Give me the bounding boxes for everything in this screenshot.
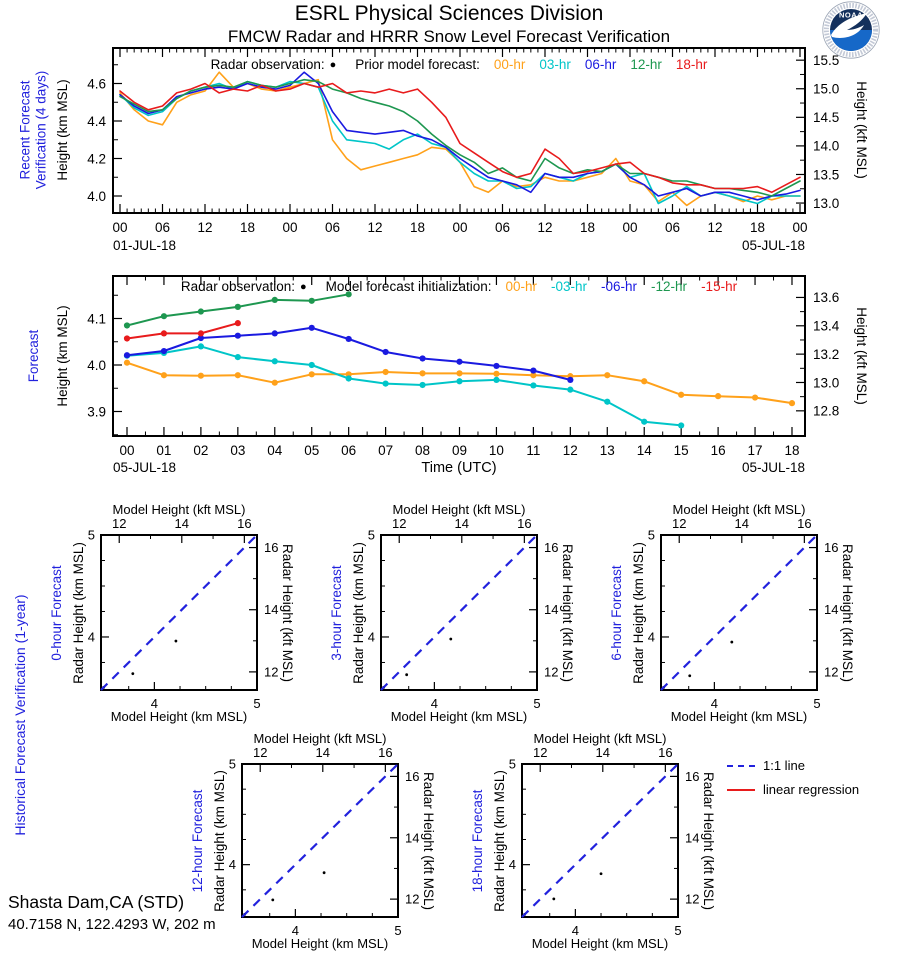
legend-item: ● (329, 58, 337, 71)
scatter-bottom-axis-title: Model Height (km MSL) (390, 709, 528, 724)
chart2-ytick-kft: 13.2 (813, 346, 840, 362)
chart2-marker--12-hr (272, 297, 278, 303)
chart1-xtick: 18 (409, 220, 426, 235)
scatter-xtick-kft: 16 (658, 745, 673, 760)
scatter-xtick-kft: 12 (252, 745, 268, 760)
scatter-ytick-kft: 12 (824, 664, 839, 680)
chart2-xtick: 00 (119, 443, 135, 458)
scatter-ytick-kft: 12 (405, 891, 420, 907)
chart1-xtick: 18 (749, 220, 766, 235)
chart1-ylabel-left: Height (km MSL) (55, 79, 71, 181)
scatter-ytick-km: 5 (647, 527, 655, 543)
chart2-marker-00-hr (198, 373, 204, 379)
chart2-marker--06-hr (124, 352, 130, 358)
station-coords: 40.7158 N, 122.4293 W, 202 m (8, 916, 216, 933)
chart2-marker--06-hr (309, 325, 315, 331)
scatter-ytick-kft: 14 (685, 830, 700, 846)
scatter-panel-label-4: 18-hour Forecast (470, 789, 486, 892)
legend-item: 03-hr (539, 57, 571, 72)
chart1-xtick: 12 (197, 220, 213, 235)
scatter-xtick-kft: 16 (237, 516, 252, 531)
chart2-marker--03-hr (419, 382, 425, 388)
chart2-xtick: 09 (451, 443, 468, 458)
chart2-marker--12-hr (198, 308, 204, 314)
scatter-xtick-kft: 14 (595, 745, 611, 760)
scatter-ytick-kft: 12 (544, 664, 559, 680)
chart1-ytick-km: 4.2 (87, 151, 106, 167)
chart2-xtick: 15 (673, 443, 689, 458)
scatter-xtick-km: 4 (710, 696, 718, 711)
chart2-marker--03-hr (198, 343, 204, 349)
chart1-xtick: 00 (282, 220, 298, 235)
chart2-ylabel-left: Height (km MSL) (55, 305, 71, 407)
chart1-ytick-kft: 13.0 (813, 195, 840, 211)
scatter-xtick-km: 4 (571, 923, 579, 938)
scatter-panel-1 (368, 516, 559, 711)
legend-item: -15-hr (701, 279, 738, 294)
scatter-xtick-kft: 16 (797, 516, 812, 531)
chart2-marker--03-hr (678, 422, 684, 428)
scatter-legend-row (727, 758, 859, 773)
chart2-marker-00-hr (272, 380, 278, 386)
scatter-left-axis-title: Radar Height (km MSL) (212, 769, 228, 912)
chart2-marker-00-hr (383, 369, 389, 375)
scatter-xtick-km: 5 (253, 696, 261, 711)
scatter-panel-label-3: 12-hour Forecast (190, 789, 206, 892)
chart2-frame (113, 276, 805, 436)
scatter-ytick-kft: 16 (544, 540, 559, 556)
scatter-ytick-kft: 16 (405, 768, 420, 784)
scatter-panel-label-2: 6-hour Forecast (609, 564, 625, 661)
scatter-point (131, 672, 134, 675)
chart1-xtick: 00 (792, 220, 808, 235)
legend-item: -12-hr (651, 279, 688, 294)
chart2-section-label: Forecast (26, 329, 42, 383)
noaa-logo-wordmark: NOAA (838, 10, 864, 20)
chart2-marker--06-hr (530, 367, 536, 373)
chart2-marker-00-hr (419, 370, 425, 376)
chart2-marker-00-hr (309, 371, 315, 377)
chart2-marker--03-hr (493, 377, 499, 383)
chart2-marker-00-hr (641, 378, 647, 384)
chart2-xlabel: Time (UTC) (421, 460, 497, 476)
scatter-ytick-km: 4 (87, 629, 95, 645)
scatter-point (175, 640, 178, 643)
scatter-bottom-axis-title: Model Height (km MSL) (670, 709, 808, 724)
scatter-legend (727, 758, 859, 806)
chart1-xtick: 12 (707, 220, 723, 235)
scatter-point (323, 871, 326, 874)
chart1-xtick: 00 (622, 220, 638, 235)
legend-item: Radar observation: (180, 279, 295, 294)
scatter-point (271, 898, 274, 901)
scatter-xtick-kft: 12 (671, 516, 687, 531)
legend-item: 00-hr (505, 279, 538, 294)
chart2-xtick: 13 (599, 443, 615, 458)
scatter-ytick-km: 4 (367, 629, 375, 645)
chart1-ytick-km: 4.4 (87, 113, 106, 129)
chart2-marker--06-hr (235, 333, 241, 339)
scatter-point (449, 638, 452, 641)
scatter-xtick-kft: 14 (174, 516, 190, 531)
regression-line-sample (727, 789, 755, 791)
chart2-ytick-km: 4.0 (87, 357, 106, 373)
scatter-legend-row (727, 782, 859, 797)
chart1-section-label (17, 71, 48, 190)
scatter-left-axis-title: Radar Height (km MSL) (71, 541, 87, 684)
chart1-section-label-line2: Verification (4 days) (33, 70, 48, 190)
chart2-ytick-km: 3.9 (87, 404, 106, 420)
chart2-marker--06-hr (456, 359, 462, 365)
one-to-one-line (522, 764, 678, 917)
chart2-xtick: 10 (488, 443, 504, 458)
scatter-ytick-kft: 14 (405, 830, 420, 846)
chart2-marker--15-hr (198, 330, 204, 336)
scatter-panel-2 (648, 516, 839, 711)
chart2-marker--03-hr (272, 358, 278, 364)
chart2-marker--12-hr (309, 298, 315, 304)
legend-item: -06-hr (601, 279, 638, 294)
scatter-ytick-kft: 14 (264, 602, 279, 618)
scatter-bottom-axis-title: Model Height (km MSL) (531, 936, 669, 951)
scatter-right-axis-title: Radar Height (kft MSL) (700, 771, 716, 910)
scatter-xtick-kft: 14 (315, 745, 331, 760)
scatter-point (405, 673, 408, 676)
scatter-xtick-km: 4 (150, 696, 158, 711)
scatter-ytick-km: 5 (87, 527, 95, 543)
legend-item: 12-hr (630, 57, 662, 72)
chart1-xtick: 00 (452, 220, 468, 235)
scatter-ytick-kft: 16 (824, 540, 839, 556)
chart1-xtick: 06 (664, 220, 681, 235)
chart2-xtick: 16 (710, 443, 726, 458)
chart2-marker--12-hr (124, 322, 130, 328)
scatter-ytick-km: 4 (508, 857, 516, 873)
chart2-marker--06-hr (383, 349, 389, 355)
chart2-marker-00-hr (604, 372, 610, 378)
scatter-left-axis-title: Radar Height (km MSL) (492, 769, 508, 912)
chart1 (87, 48, 839, 253)
chart2-marker-00-hr (161, 372, 167, 378)
chart2-date-left: 05-JUL-18 (113, 460, 177, 475)
chart2-marker-00-hr (752, 394, 758, 400)
scatter-xtick-km: 4 (291, 923, 299, 938)
chart1-xtick: 06 (494, 220, 511, 235)
scatter-xtick-km: 5 (394, 923, 402, 938)
chart1-xtick: 12 (537, 220, 553, 235)
chart2-xtick: 18 (784, 443, 800, 458)
chart1-ytick-kft: 15.5 (813, 52, 840, 68)
historical-section-label: Historical Forecast Verification (1-year) (11, 594, 28, 836)
scatter-panel-3 (229, 745, 420, 938)
chart1-date-right: 05-JUL-18 (741, 238, 805, 253)
scatter-xtick-kft: 14 (734, 516, 750, 531)
scatter-top-axis-title: Model Height (kft MSL) (112, 502, 246, 517)
scatter-legend-label: 1:1 line (763, 758, 805, 773)
legend-item: 06-hr (584, 57, 617, 72)
scatter-xtick-kft: 16 (378, 745, 393, 760)
scatter-ytick-kft: 14 (544, 602, 559, 618)
chart2-marker--06-hr (419, 355, 425, 361)
scatter-panel-0 (88, 516, 279, 711)
chart2-marker--03-hr (641, 419, 647, 425)
chart1-ytick-kft: 14.5 (813, 110, 840, 126)
chart2-xtick: 11 (526, 443, 541, 458)
scatter-ytick-kft: 14 (824, 602, 839, 618)
scatter-point (730, 641, 733, 644)
chart2-ytick-km: 4.1 (87, 311, 106, 327)
chart2-marker--12-hr (161, 313, 167, 319)
chart1-series-12-hr (120, 80, 800, 196)
chart2-marker--12-hr (235, 304, 241, 310)
scatter-xtick-km: 5 (533, 696, 541, 711)
chart2-xtick: 12 (562, 443, 578, 458)
chart2-ytick-kft: 13.4 (813, 318, 840, 334)
chart2-series--03-hr (127, 346, 681, 425)
legend-item: Model forecast initialization: (325, 279, 492, 294)
scatter-left-axis-title: Radar Height (km MSL) (351, 541, 367, 684)
chart2-date-right: 05-JUL-18 (741, 460, 805, 475)
one-to-one-line-sample (727, 765, 755, 767)
chart1-ytick-kft: 13.5 (813, 167, 840, 183)
chart1-xtick: 06 (154, 220, 171, 235)
chart2-xtick: 17 (747, 443, 763, 458)
chart2-marker-00-hr (235, 372, 241, 378)
station-info (8, 892, 216, 933)
chart2-marker--03-hr (604, 399, 610, 405)
chart1-ytick-kft: 15.0 (813, 81, 840, 97)
scatter-xtick-km: 4 (430, 696, 438, 711)
scatter-ytick-km: 4 (228, 857, 236, 873)
scatter-ytick-km: 5 (367, 527, 375, 543)
scatter-ytick-km: 5 (228, 756, 236, 772)
chart1-ytick-kft: 14.0 (813, 138, 840, 154)
chart2-ylabel-right: Height (kft MSL) (853, 307, 869, 405)
chart2-xtick: 01 (156, 443, 172, 458)
chart2-marker--15-hr (161, 330, 167, 336)
legend-item: Radar observation: (210, 57, 325, 72)
scatter-left-axis-title: Radar Height (km MSL) (631, 541, 647, 684)
chart2-marker-00-hr (678, 392, 684, 398)
scatter-top-axis-title: Model Height (kft MSL) (672, 502, 806, 517)
scatter-panel-label-1: 3-hour Forecast (329, 564, 345, 661)
chart2-marker-00-hr (124, 360, 130, 366)
chart2-marker--06-hr (567, 377, 573, 383)
chart2-xtick: 04 (267, 443, 283, 458)
chart1-section-label-line1: Recent Forecast (17, 80, 33, 180)
legend-item: ● (300, 280, 307, 293)
chart1-series-18-hr (120, 84, 800, 193)
scatter-point (552, 897, 555, 900)
chart1-xtick: 18 (239, 220, 256, 235)
chart2-marker-00-hr (789, 400, 795, 406)
scatter-ytick-km: 5 (508, 756, 516, 772)
chart2-marker--03-hr (530, 382, 536, 388)
chart2-marker--06-hr (346, 336, 352, 342)
chart2-xtick: 03 (230, 443, 246, 458)
chart1-xtick: 06 (324, 220, 341, 235)
chart2 (87, 276, 840, 476)
chart2-marker-00-hr (715, 393, 721, 399)
legend-item: -03-hr (551, 279, 588, 294)
chart2-marker--03-hr (309, 362, 315, 368)
chart2-marker-00-hr (493, 371, 499, 377)
scatter-top-axis-title: Model Height (kft MSL) (533, 731, 667, 746)
scatter-xtick-kft: 12 (111, 516, 127, 531)
chart2-legend (113, 279, 805, 294)
chart1-xtick: 00 (112, 220, 128, 235)
chart2-marker--06-hr (493, 363, 499, 369)
chart1-xtick: 18 (579, 220, 596, 235)
chart2-marker--03-hr (346, 375, 352, 381)
legend-item: Prior model forecast: (355, 57, 480, 72)
one-to-one-line (101, 535, 257, 690)
scatter-ytick-kft: 12 (685, 891, 700, 907)
scatter-bottom-axis-title: Model Height (km MSL) (110, 709, 248, 724)
scatter-xtick-km: 5 (813, 696, 821, 711)
chart2-xtick: 02 (193, 443, 209, 458)
chart1-ylabel-right: Height (kft MSL) (853, 81, 869, 179)
legend-item: 18-hr (675, 57, 708, 72)
chart2-marker--15-hr (124, 335, 130, 341)
legend-item: 00-hr (493, 57, 526, 72)
chart1-xtick: 12 (367, 220, 383, 235)
scatter-point (600, 872, 603, 875)
chart2-marker--03-hr (567, 387, 573, 393)
chart2-marker--03-hr (456, 378, 462, 384)
scatter-xtick-kft: 12 (532, 745, 548, 760)
station-name: Shasta Dam,CA (STD) (8, 892, 185, 912)
chart2-marker-00-hr (456, 370, 462, 376)
scatter-ytick-kft: 12 (264, 664, 279, 680)
one-to-one-line (381, 535, 537, 690)
scatter-xtick-kft: 16 (517, 516, 532, 531)
chart2-xtick: 06 (341, 443, 357, 458)
chart2-xtick: 08 (415, 443, 431, 458)
scatter-legend-label: linear regression (763, 782, 860, 797)
scatter-bottom-axis-title: Model Height (km MSL) (251, 936, 389, 951)
chart2-marker--03-hr (235, 354, 241, 360)
chart1-ytick-km: 4.0 (87, 188, 106, 204)
page-title: ESRL Physical Sciences Division (294, 2, 604, 25)
scatter-panel-label-0: 0-hour Forecast (49, 564, 65, 661)
scatter-top-axis-title: Model Height (kft MSL) (392, 502, 526, 517)
scatter-xtick-km: 5 (674, 923, 682, 938)
one-to-one-line (661, 535, 817, 690)
chart1-legend (113, 57, 805, 72)
scatter-xtick-kft: 14 (454, 516, 470, 531)
scatter-point (688, 674, 691, 677)
chart2-xtick: 14 (636, 443, 652, 458)
chart2-marker--15-hr (235, 320, 241, 326)
chart2-xtick: 05 (304, 443, 320, 458)
scatter-xtick-kft: 12 (391, 516, 407, 531)
scatter-right-axis-title: Radar Height (kft MSL) (420, 771, 436, 910)
chart1-frame (113, 48, 805, 213)
one-to-one-line (242, 764, 398, 917)
scatter-right-axis-title: Radar Height (kft MSL) (839, 543, 855, 682)
chart2-ytick-kft: 13.6 (813, 290, 840, 306)
scatter-right-axis-title: Radar Height (kft MSL) (279, 543, 295, 682)
chart2-ytick-kft: 13.0 (813, 375, 840, 391)
chart1-ytick-km: 4.6 (87, 76, 106, 92)
page-subtitle: FMCW Radar and HRRR Snow Level Forecast Verification (227, 27, 671, 46)
scatter-panel-4 (509, 745, 700, 938)
chart1-date-left: 01-JUL-18 (113, 238, 177, 253)
scatter-ytick-kft: 16 (685, 768, 700, 784)
chart2-xtick: 07 (378, 443, 394, 458)
chart2-marker--06-hr (161, 348, 167, 354)
scatter-right-axis-title: Radar Height (kft MSL) (559, 543, 575, 682)
scatter-ytick-km: 4 (647, 629, 655, 645)
scatter-ytick-kft: 16 (264, 540, 279, 556)
scatter-top-axis-title: Model Height (kft MSL) (253, 731, 387, 746)
chart2-ytick-kft: 12.8 (813, 403, 840, 419)
chart2-marker--06-hr (272, 330, 278, 336)
chart2-marker--03-hr (383, 381, 389, 387)
